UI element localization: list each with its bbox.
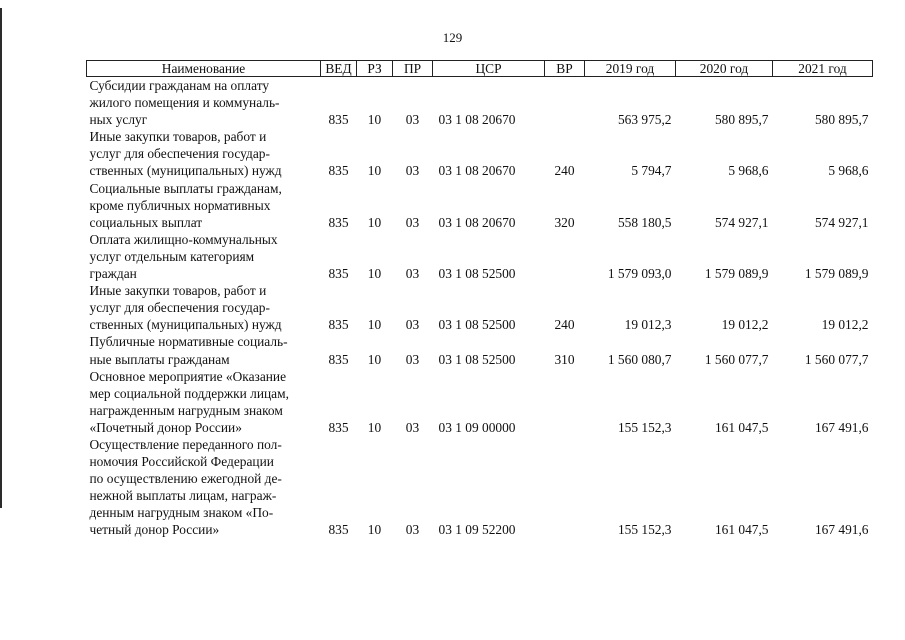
cell-2021: 167 491,6 bbox=[814, 419, 869, 435]
row-name bbox=[87, 180, 321, 231]
cell-csr: 03 1 09 00000 bbox=[438, 419, 516, 435]
row-name-line: четный донор России» bbox=[89, 522, 220, 538]
cell-rz: 10 bbox=[367, 266, 382, 282]
header-vr: ВР bbox=[545, 61, 585, 77]
row-name-line: ственных (муниципальных) нужд bbox=[89, 163, 282, 179]
cell-pr: 03 bbox=[405, 163, 420, 179]
table-row bbox=[87, 231, 873, 282]
cell-2019: 155 152,3 bbox=[617, 419, 672, 435]
cell-ved: 835 bbox=[328, 214, 349, 230]
cell-pr: 03 bbox=[405, 112, 420, 128]
row-name-line: Иные закупки товаров, работ и bbox=[89, 283, 267, 299]
cell-vr bbox=[545, 77, 585, 129]
table-row bbox=[87, 436, 873, 539]
page-number: 129 bbox=[442, 30, 463, 45]
cell-2021: 580 895,7 bbox=[814, 112, 869, 128]
row-name bbox=[87, 231, 321, 282]
row-name bbox=[87, 333, 321, 367]
row-name bbox=[87, 368, 321, 436]
cell-pr: 03 bbox=[405, 522, 420, 538]
row-name-line: услуг для обеспечения государ- bbox=[89, 300, 270, 316]
cell-2020: 580 895,7 bbox=[714, 112, 769, 128]
row-name-line: денным нагрудным знаком «По- bbox=[89, 505, 274, 521]
row-name-line: мер социальной поддержки лицам, bbox=[89, 385, 289, 401]
row-name-line: ные выплаты гражданам bbox=[89, 351, 230, 367]
cell-2020: 1 560 077,7 bbox=[704, 351, 769, 367]
cell-ved: 835 bbox=[328, 163, 349, 179]
row-name-line: кроме публичных нормативных bbox=[89, 197, 271, 213]
table-row bbox=[87, 368, 873, 436]
cell-2019: 1 579 093,0 bbox=[607, 266, 672, 282]
table-row bbox=[87, 77, 873, 129]
cell-2019: 563 975,2 bbox=[617, 112, 672, 128]
cell-vr: 240 bbox=[554, 317, 575, 333]
row-name-line: Социальные выплаты гражданам, bbox=[89, 180, 282, 196]
header-2020: 2020 год bbox=[676, 61, 773, 77]
cell-2019: 155 152,3 bbox=[617, 522, 672, 538]
cell-2020: 19 012,2 bbox=[721, 317, 769, 333]
row-name-line: жилого помещения и коммуналь- bbox=[89, 95, 280, 111]
cell-csr: 03 1 08 20670 bbox=[438, 214, 516, 230]
cell-rz: 10 bbox=[367, 522, 382, 538]
row-name bbox=[87, 282, 321, 333]
header-rz: РЗ bbox=[357, 61, 393, 77]
cell-csr: 03 1 08 52500 bbox=[438, 317, 516, 333]
cell-pr: 03 bbox=[405, 266, 420, 282]
row-name-line: Оплата жилищно-коммунальных bbox=[89, 231, 278, 247]
cell-2020: 574 927,1 bbox=[714, 214, 769, 230]
row-name-line: ных услуг bbox=[89, 112, 148, 128]
header-name: Наименование bbox=[87, 61, 321, 77]
cell-2019: 19 012,3 bbox=[624, 317, 672, 333]
row-name-line: услуг отдельным категориям bbox=[89, 248, 255, 264]
cell-2020: 5 968,6 bbox=[728, 163, 769, 179]
cell-csr: 03 1 09 52200 bbox=[438, 522, 516, 538]
cell-pr: 03 bbox=[405, 351, 420, 367]
cell-2020: 161 047,5 bbox=[714, 522, 769, 538]
cell-2021: 1 560 077,7 bbox=[804, 351, 869, 367]
cell-ved: 835 bbox=[328, 317, 349, 333]
row-name-line: услуг для обеспечения государ- bbox=[89, 146, 270, 162]
cell-2021: 167 491,6 bbox=[814, 522, 869, 538]
table-row bbox=[87, 282, 873, 333]
cell-ved: 835 bbox=[328, 351, 349, 367]
cell-2019: 558 180,5 bbox=[617, 214, 672, 230]
table-row bbox=[87, 180, 873, 231]
cell-ved: 835 bbox=[328, 522, 349, 538]
row-name-line: ственных (муниципальных) нужд bbox=[89, 317, 282, 333]
cell-csr: 03 1 08 20670 bbox=[438, 112, 516, 128]
row-name-line: Осуществление переданного пол- bbox=[89, 436, 282, 452]
cell-rz: 10 bbox=[367, 163, 382, 179]
cell-ved: 835 bbox=[328, 419, 349, 435]
cell-rz: 10 bbox=[367, 419, 382, 435]
cell-pr: 03 bbox=[405, 317, 420, 333]
row-name bbox=[87, 77, 321, 129]
row-name bbox=[87, 128, 321, 179]
row-name-line: по осуществлению ежегодной де- bbox=[89, 471, 282, 487]
cell-rz: 10 bbox=[367, 214, 382, 230]
cell-csr: 03 1 08 20670 bbox=[438, 163, 516, 179]
cell-2021: 5 968,6 bbox=[828, 163, 869, 179]
cell-pr: 03 bbox=[405, 419, 420, 435]
row-name-line: Основное мероприятие «Оказание bbox=[89, 368, 287, 384]
header-2019: 2019 год bbox=[585, 61, 676, 77]
cell-vr bbox=[545, 231, 585, 282]
row-name-line: Иные закупки товаров, работ и bbox=[89, 129, 267, 145]
cell-pr: 03 bbox=[405, 214, 420, 230]
cell-vr: 320 bbox=[554, 214, 575, 230]
cell-csr: 03 1 08 52500 bbox=[438, 266, 516, 282]
table-row bbox=[87, 333, 873, 367]
cell-2019: 1 560 080,7 bbox=[607, 351, 672, 367]
cell-rz: 10 bbox=[367, 317, 382, 333]
header-csr: ЦСР bbox=[433, 61, 545, 77]
cell-vr bbox=[545, 368, 585, 436]
table-row bbox=[87, 128, 873, 179]
cell-2020: 1 579 089,9 bbox=[704, 266, 769, 282]
header-ved: ВЕД bbox=[321, 61, 357, 77]
cell-2021: 1 579 089,9 bbox=[804, 266, 869, 282]
row-name-line: социальных выплат bbox=[89, 214, 203, 230]
budget-table bbox=[86, 60, 873, 539]
cell-2020: 161 047,5 bbox=[714, 419, 769, 435]
cell-rz: 10 bbox=[367, 351, 382, 367]
row-name-line: нежной выплаты лицам, награж- bbox=[89, 488, 277, 504]
cell-2021: 574 927,1 bbox=[814, 214, 869, 230]
cell-vr: 240 bbox=[554, 163, 575, 179]
cell-rz: 10 bbox=[367, 112, 382, 128]
row-name-line: Субсидии гражданам на оплату bbox=[89, 78, 270, 93]
cell-2021: 19 012,2 bbox=[821, 317, 869, 333]
row-name-line: награжденным нагрудным знаком bbox=[89, 402, 283, 418]
header-pr: ПР bbox=[393, 61, 433, 77]
cell-ved: 835 bbox=[328, 266, 349, 282]
row-name-line: «Почетный донор России» bbox=[89, 419, 242, 435]
row-name-line: номочия Российской Федерации bbox=[89, 454, 274, 470]
row-name-line: граждан bbox=[89, 266, 137, 282]
cell-vr: 310 bbox=[554, 351, 575, 367]
header-2021: 2021 год bbox=[773, 61, 873, 77]
row-name-line: Публичные нормативные социаль- bbox=[89, 334, 288, 350]
cell-vr bbox=[545, 436, 585, 539]
row-name bbox=[87, 436, 321, 539]
cell-2019: 5 794,7 bbox=[631, 163, 672, 179]
table-header-row bbox=[87, 61, 873, 77]
cell-ved: 835 bbox=[328, 112, 349, 128]
cell-csr: 03 1 08 52500 bbox=[438, 351, 516, 367]
scan-edge-line bbox=[0, 8, 2, 508]
